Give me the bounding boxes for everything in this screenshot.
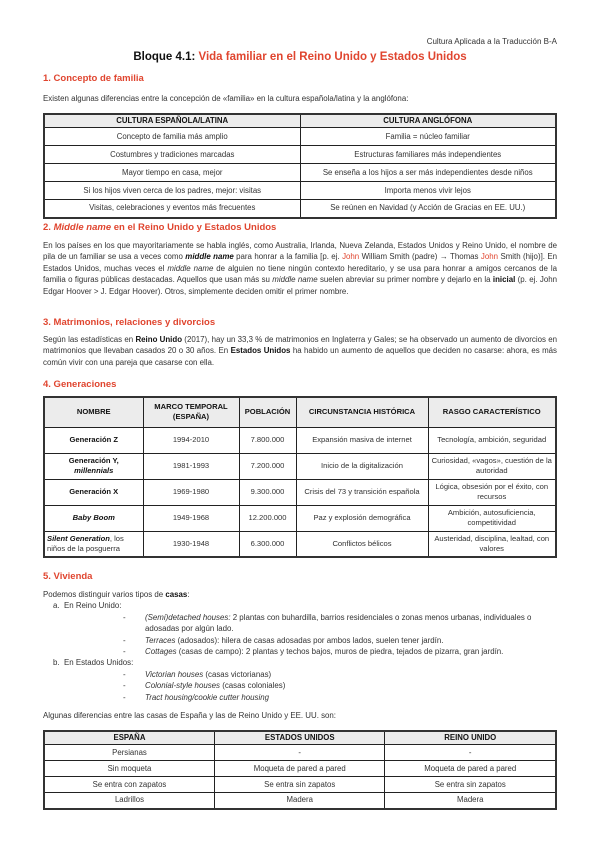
table-cell: - bbox=[214, 745, 384, 761]
generation-name: Silent Generation, los niños de la posguerra bbox=[44, 531, 143, 557]
table-row bbox=[44, 761, 556, 777]
housing-table bbox=[43, 730, 557, 810]
col-header: CULTURA ANGLÓFONA bbox=[300, 114, 556, 128]
list-subitem: - (Semi)detached houses: 2 plantas con buhardilla, barrios residenciales o zonas menos urbanas, individuales o adosadas por algún lado. bbox=[123, 612, 532, 634]
title-main: Vida familiar en el Reino Unido y Estados Unidos bbox=[198, 51, 467, 63]
list-subitem: - Cottages (casas de campo): 2 plantas y techos bajos, muros de piedra, tejados de pizarra, gran jardín. bbox=[123, 647, 504, 657]
table-row bbox=[44, 777, 556, 793]
table-cell: Se entra sin zapatos bbox=[385, 777, 556, 793]
table-cell: Sin moqueta bbox=[44, 761, 214, 777]
section-5-heading: 5. Vivienda bbox=[43, 571, 93, 582]
generations-table bbox=[43, 396, 557, 558]
list-subitem: - Colonial-style houses (casas coloniales) bbox=[123, 681, 286, 691]
section-3-heading: 3. Matrimonios, relaciones y divorcios bbox=[43, 317, 216, 328]
generation-name: Baby Boom bbox=[44, 505, 143, 531]
table-cell: - bbox=[385, 745, 556, 761]
generation-period: 1930-1948 bbox=[143, 531, 239, 557]
generation-pop: 6.300.000 bbox=[239, 531, 296, 557]
table-cell: Se entra sin zapatos bbox=[214, 777, 384, 793]
col-header: RASGO CARACTERÍSTICO bbox=[428, 397, 556, 427]
generation-period: 1949-1968 bbox=[143, 505, 239, 531]
col-header: NOMBRE bbox=[44, 397, 143, 427]
table-cell: Estructuras familiares más independientes bbox=[300, 146, 556, 164]
table-row bbox=[44, 793, 556, 809]
table-cell: Madera bbox=[214, 793, 384, 809]
col-header: ESTADOS UNIDOS bbox=[214, 731, 384, 745]
generation-name: Generación Y, millennials bbox=[44, 453, 143, 479]
table-row bbox=[44, 128, 556, 146]
section-1-heading: 1. Concepto de familia bbox=[43, 73, 144, 84]
table-row bbox=[44, 182, 556, 200]
table-cell: Si los hijos viven cerca de los padres, mejor: visitas bbox=[44, 182, 300, 200]
col-header: POBLACIÓN bbox=[239, 397, 296, 427]
generation-hist: Crisis del 73 y transición española bbox=[296, 479, 428, 505]
family-table bbox=[43, 113, 557, 219]
table-cell: Mayor tiempo en casa, mejor bbox=[44, 164, 300, 182]
table-cell: Se enseña a los hijos a ser más independientes desde niños bbox=[300, 164, 556, 182]
table-cell: Moqueta de pared a pared bbox=[385, 761, 556, 777]
generation-hist: Conflictos bélicos bbox=[296, 531, 428, 557]
page-title bbox=[43, 51, 557, 63]
list-item-uk: a. En Reino Unido: bbox=[53, 601, 122, 611]
table-cell: Se reúnen en Navidad (y Acción de Gracias en EE. UU.) bbox=[300, 200, 556, 218]
table-row bbox=[44, 164, 556, 182]
generation-name: Generación Z bbox=[44, 427, 143, 453]
generation-trait: Lógica, obsesión por el éxito, con recursos bbox=[428, 479, 556, 505]
housing-outro: Algunas diferencias entre las casas de España y las de Reino Unido y EE. UU. son: bbox=[43, 711, 336, 720]
table-row bbox=[44, 745, 556, 761]
generation-pop: 12.200.000 bbox=[239, 505, 296, 531]
generation-trait: Curiosidad, «vagos», cuestión de la autoridad bbox=[428, 453, 556, 479]
housing-list bbox=[43, 589, 557, 703]
section-4-heading: 4. Generaciones bbox=[43, 379, 117, 390]
table-cell: Visitas, celebraciones y eventos más frecuentes bbox=[44, 200, 300, 218]
section-2-paragraph: En los países en los que mayoritariamente se habla inglés, como Australia, Irlanda, Nueva Zelanda, Estados Unidos y Reino Unido, el nombre de pila de un familiar se usa a veces como middle name para honrar a la familia [p. ej. John William Smith (padre) → Thomas John Smith (hijo)]. En Estados Unidos, muchas veces el middle name de alguien no tiene ningún contexto hereditario, y se usa para honrar a amigos cercanos de la familia o figuras públicas destacadas. Aquellos que usan más su middle name suelen abreviar su primer nombre y dejarlo en la inicial (p. ej. John Edgar Hoover > J. Edgar Hoover). Otros, simplemente deciden omitir el primer nombre. bbox=[43, 241, 558, 296]
table-row bbox=[44, 200, 556, 218]
list-item-us: b. En Estados Unidos: bbox=[53, 658, 134, 668]
generation-trait: Tecnología, ambición, seguridad bbox=[428, 427, 556, 453]
generation-period: 1981-1993 bbox=[143, 453, 239, 479]
table-cell: Madera bbox=[385, 793, 556, 809]
generation-pop: 9.300.000 bbox=[239, 479, 296, 505]
generation-hist: Inicio de la digitalización bbox=[296, 453, 428, 479]
table-cell: Persianas bbox=[44, 745, 214, 761]
housing-intro: Podemos distinguir varios tipos de casas: bbox=[43, 590, 190, 599]
table-row bbox=[44, 479, 556, 505]
col-header: REINO UNIDO bbox=[385, 731, 556, 745]
list-subitem: - Victorian houses (casas victorianas) bbox=[123, 669, 272, 679]
title-prefix: Bloque 4.1: bbox=[133, 51, 196, 63]
section-2-heading: 2. Middle name en el Reino Unido y Estados Unidos bbox=[43, 222, 277, 233]
table-row bbox=[44, 505, 556, 531]
col-header: CIRCUNSTANCIA HISTÓRICA bbox=[296, 397, 428, 427]
list-subitem: - Terraces (adosados): hilera de casas adosadas por ambos lados, suelen tener jardín. bbox=[123, 635, 444, 645]
generation-trait: Ambición, autosuficiencia, competitividad bbox=[428, 505, 556, 531]
generation-pop: 7.200.000 bbox=[239, 453, 296, 479]
section-3-paragraph: Según las estadísticas en Reino Unido (2017), hay un 33,3 % de matrimonios en Inglaterra y Gales; se ha observado un aumento de divorcios en matrimonios que llevaban casados 20 o 30 años. En Estados Unidos ha habido un aumento de aquellos que deciden no casarse: ahora, es más común vivir con una pareja que casarse con ella. bbox=[43, 335, 557, 367]
table-cell: Se entra con zapatos bbox=[44, 777, 214, 793]
table-row bbox=[44, 531, 556, 557]
generation-period: 1969-1980 bbox=[143, 479, 239, 505]
list-subitem: - Tract housing/cookie cutter housing bbox=[123, 692, 269, 702]
generation-trait: Austeridad, disciplina, lealtad, con valores bbox=[428, 531, 556, 557]
col-header: MARCO TEMPORAL (ESPAÑA) bbox=[143, 397, 239, 427]
table-cell: Ladrillos bbox=[44, 793, 214, 809]
generation-pop: 7.800.000 bbox=[239, 427, 296, 453]
table-row bbox=[44, 146, 556, 164]
generation-period: 1994-2010 bbox=[143, 427, 239, 453]
table-cell: Concepto de familia más amplio bbox=[44, 128, 300, 146]
table-row bbox=[44, 427, 556, 453]
generation-name: Generación X bbox=[44, 479, 143, 505]
col-header: CULTURA ESPAÑOLA/LATINA bbox=[44, 114, 300, 128]
generation-hist: Expansión masiva de internet bbox=[296, 427, 428, 453]
table-cell: Familia = núcleo familiar bbox=[300, 128, 556, 146]
table-cell: Moqueta de pared a pared bbox=[214, 761, 384, 777]
generation-hist: Paz y explosión demográfica bbox=[296, 505, 428, 531]
running-header: Cultura Aplicada a la Traducción B-A bbox=[426, 37, 557, 46]
table-cell: Costumbres y tradiciones marcadas bbox=[44, 146, 300, 164]
table-row bbox=[44, 453, 556, 479]
section-1-intro: Existen algunas diferencias entre la concepción de «familia» en la cultura española/latina y la anglófona: bbox=[43, 94, 409, 103]
col-header: ESPAÑA bbox=[44, 731, 214, 745]
table-cell: Importa menos vivir lejos bbox=[300, 182, 556, 200]
